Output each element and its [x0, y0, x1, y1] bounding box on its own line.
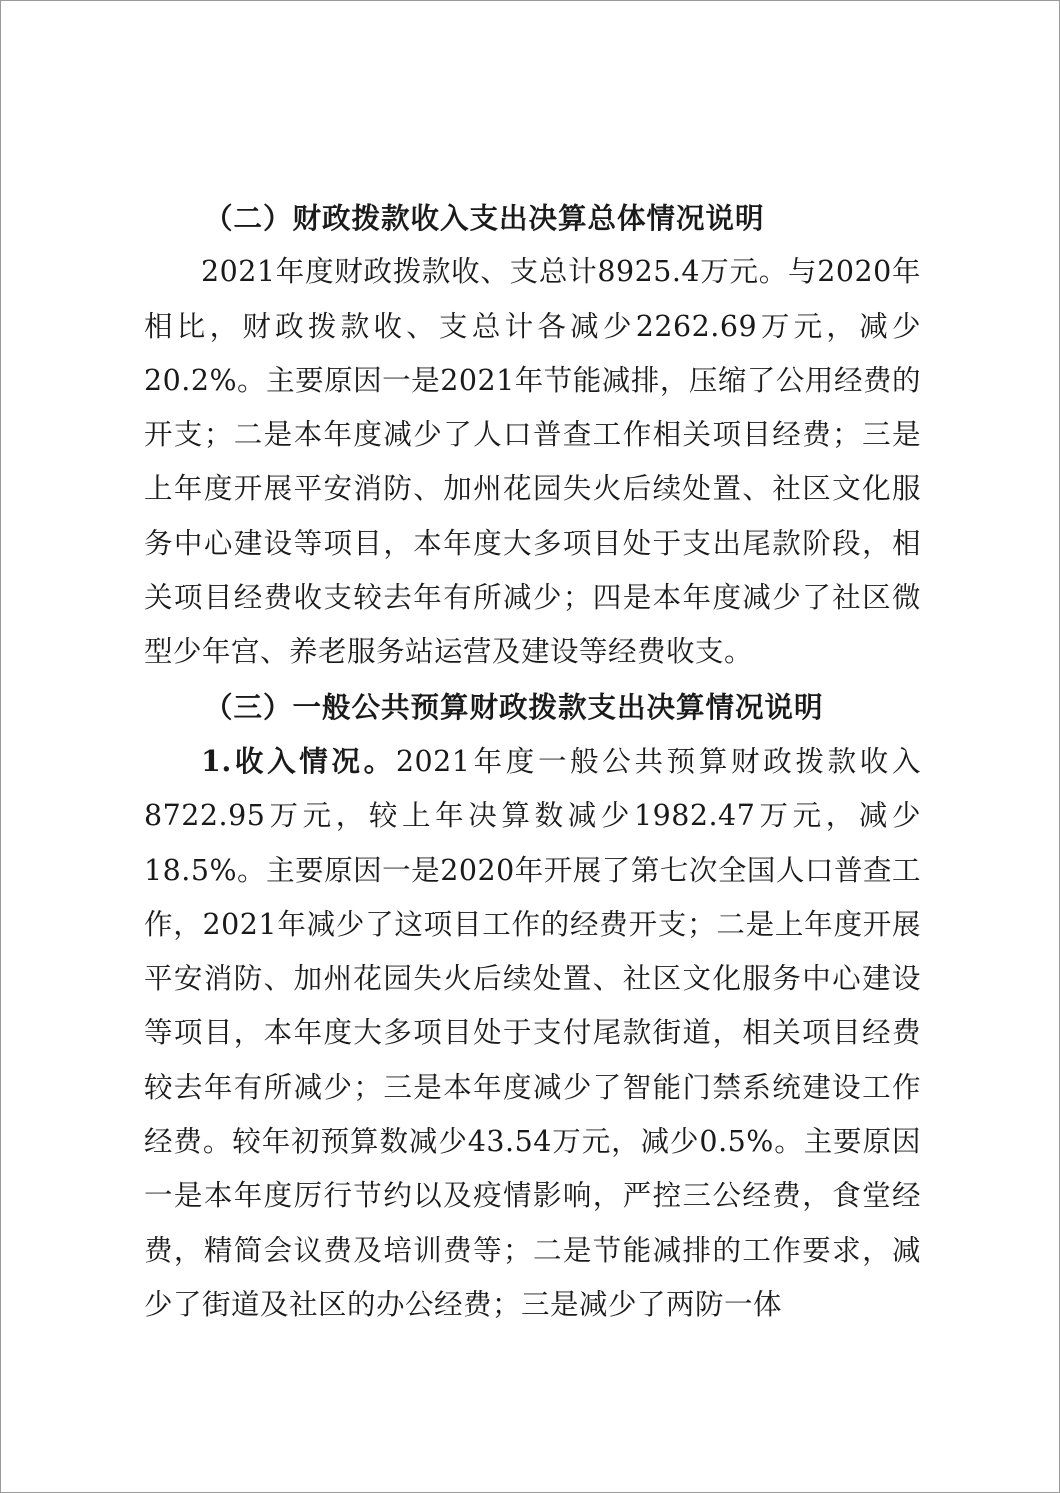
- section-3-heading: （三）一般公共预算财政拨款支出决算情况说明: [204, 689, 824, 724]
- income-paragraph-text: 2021年度一般公共预算财政拨款收入8722.95万元，较上年决算数减少1982.47万元，减少18.5%。主要原因一是2020年开展了第七次全国人口普查工作，2021年减少了这项目工作的经费开支；二是上年度开展平安消防、加州花园失火后续处置、社区文化服务中心建设等项目，本年度大多项目处于支付尾款街道，相关项目经费较去年有所减少；三是本年度减少了智能门禁系统建设工作经费。较年初预算数减少43.54万元，减少0.5%。主要原因一是本年度厉行节约以及疫情影响，严控三公经费，食堂经费，精简会议费及培训费等；二是节能减排的工作要求，减少了街道及社区的办公经费；三是减少了两防一体: [144, 744, 921, 1321]
- section-2-heading: （二）财政拨款收入支出决算总体情况说明: [204, 201, 765, 235]
- income-lead-label: 1.收入情况。: [201, 743, 396, 778]
- document-body: [144, 191, 921, 1332]
- section-2-paragraph: 2021年度财政拨款收、支总计8925.4万元。与2020年相比，财政拨款收、支总计各减少2262.69万元，减少20.2%。主要原因一是2021年节能减排，压缩了公用经费的开支；二是本年度减少了人口普查工作相关项目经费；三是上年度开展平安消防、加州花园失火后续处置、社区文化服务中心建设等项目，本年度大多项目处于支出尾款阶段，相关项目经费收支较去年有所减少；四是本年度减少了社区微型少年宫、养老服务站运营及建设等经费收支。: [144, 255, 921, 669]
- section-3-paragraph: [144, 734, 921, 1332]
